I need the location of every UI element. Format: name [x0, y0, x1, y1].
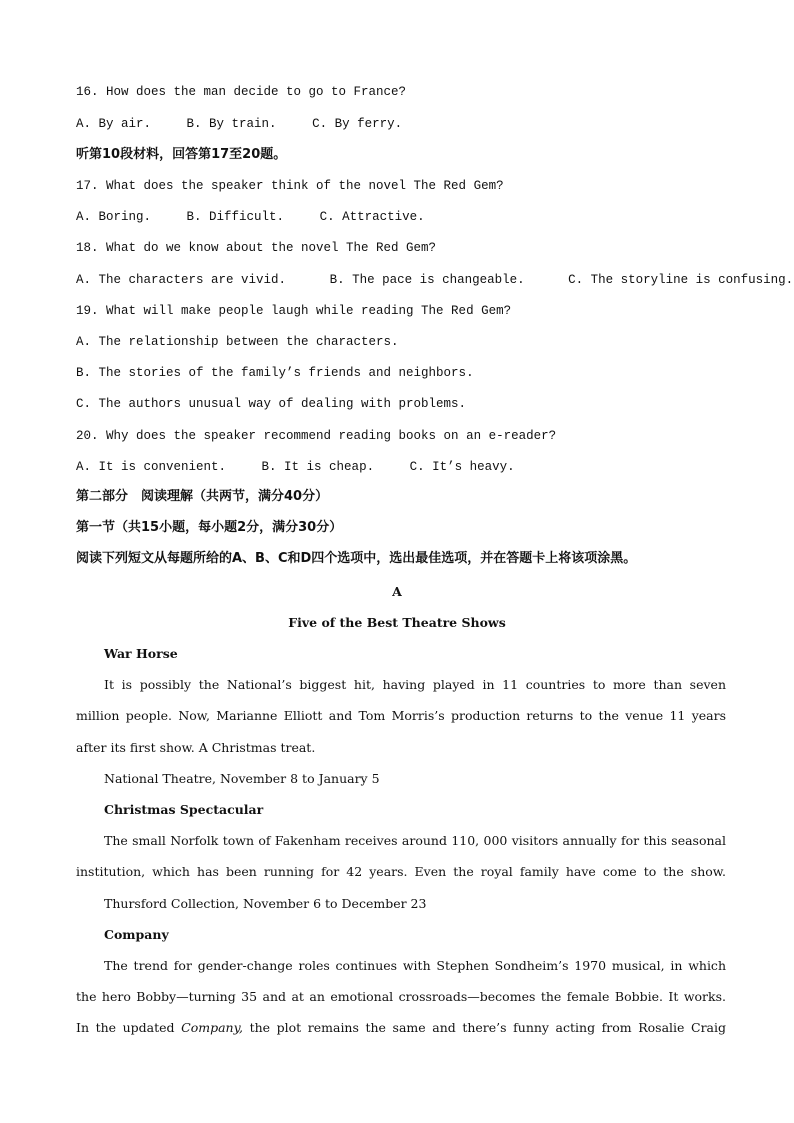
warhorse-line-3: after its first show. A Christmas treat. [76, 740, 316, 755]
warhorse-heading: War Horse [104, 646, 178, 661]
christmas-line-2: institution, which has been running for 42 years. Even the royal family have come to the show. [76, 864, 726, 879]
passage-title: Five of the Best Theatre Shows [288, 615, 506, 630]
q19-option-c: C. The authors unusual way of dealing with problems. [76, 397, 467, 411]
company-title-italic: Company, [181, 1020, 243, 1035]
q18-option-a: A. The characters are vivid. [76, 273, 287, 287]
q17-option-b: B. Difficult. [186, 210, 285, 224]
q20-options [76, 459, 726, 475]
q17-options [76, 209, 726, 225]
q19-option-a: A. The relationship between the characters. [76, 335, 399, 349]
q17-stem: 17. What does the speaker think of the novel The Red Gem? [76, 179, 504, 193]
q18-options [76, 272, 794, 288]
q20-option-b: B. It is cheap. [261, 460, 375, 474]
section-10-heading: 听第10段材料，回答第17至20题。 [76, 147, 287, 162]
q18-option-c: C. The storyline is confusing. [568, 273, 794, 287]
q17-option-a: A. Boring. [76, 210, 152, 224]
q20-option-c: C. It’s heavy. [409, 460, 515, 474]
q19-option-b: B. The stories of the family’s friends and neighbors. [76, 366, 474, 380]
company-heading: Company [104, 927, 169, 942]
q16-options [76, 116, 726, 132]
christmas-heading: Christmas Spectacular [104, 802, 264, 817]
company-line-3 [76, 1020, 726, 1036]
q16-option-b: B. By train. [186, 117, 277, 131]
christmas-line-1: The small Norfolk town of Fakenham receives around 110, 000 visitors annually for this seasonal [104, 833, 726, 848]
q16-option-a: A. By air. [76, 117, 152, 131]
company-line-3-post: the plot remains the same and there’s funny acting from Rosalie Craig [249, 1020, 726, 1035]
company-line-3-pre: In the updated [76, 1020, 175, 1035]
reading-instruction: 阅读下列短文从每题所给的A、B、C和D四个选项中，选出最佳选项，并在答题卡上将该项涂黑。 [76, 551, 637, 566]
section-1-heading: 第一节（共15小题，每小题2分，满分30分） [76, 520, 343, 535]
company-line-2: the hero Bobby—turning 35 and at an emotional crossroads—becomes the female Bobbie. It works. [76, 989, 726, 1004]
warhorse-line-2: million people. Now, Marianne Elliott and Tom Morris’s production returns to the venue 11 years [76, 708, 726, 723]
q20-option-a: A. It is convenient. [76, 460, 227, 474]
q18-option-b: B. The pace is changeable. [329, 273, 525, 287]
part-2-heading: 第二部分 阅读理解（共两节，满分40分） [76, 489, 329, 504]
q16-option-c: C. By ferry. [312, 117, 403, 131]
company-line-1: The trend for gender-change roles continues with Stephen Sondheim’s 1970 musical, in which [104, 958, 726, 973]
passage-label: A [392, 584, 402, 599]
warhorse-line-1: It is possibly the National’s biggest hit, having played in 11 countries to more than seven [104, 677, 726, 692]
q20-stem: 20. Why does the speaker recommend reading books on an e-reader? [76, 429, 557, 443]
christmas-venue: Thursford Collection, November 6 to December 23 [104, 896, 427, 911]
q19-stem: 19. What will make people laugh while reading The Red Gem? [76, 304, 512, 318]
q17-option-c: C. Attractive. [319, 210, 425, 224]
warhorse-venue: National Theatre, November 8 to January 5 [104, 771, 380, 786]
q16-stem: 16. How does the man decide to go to France? [76, 85, 407, 99]
q18-stem: 18. What do we know about the novel The Red Gem? [76, 241, 437, 255]
